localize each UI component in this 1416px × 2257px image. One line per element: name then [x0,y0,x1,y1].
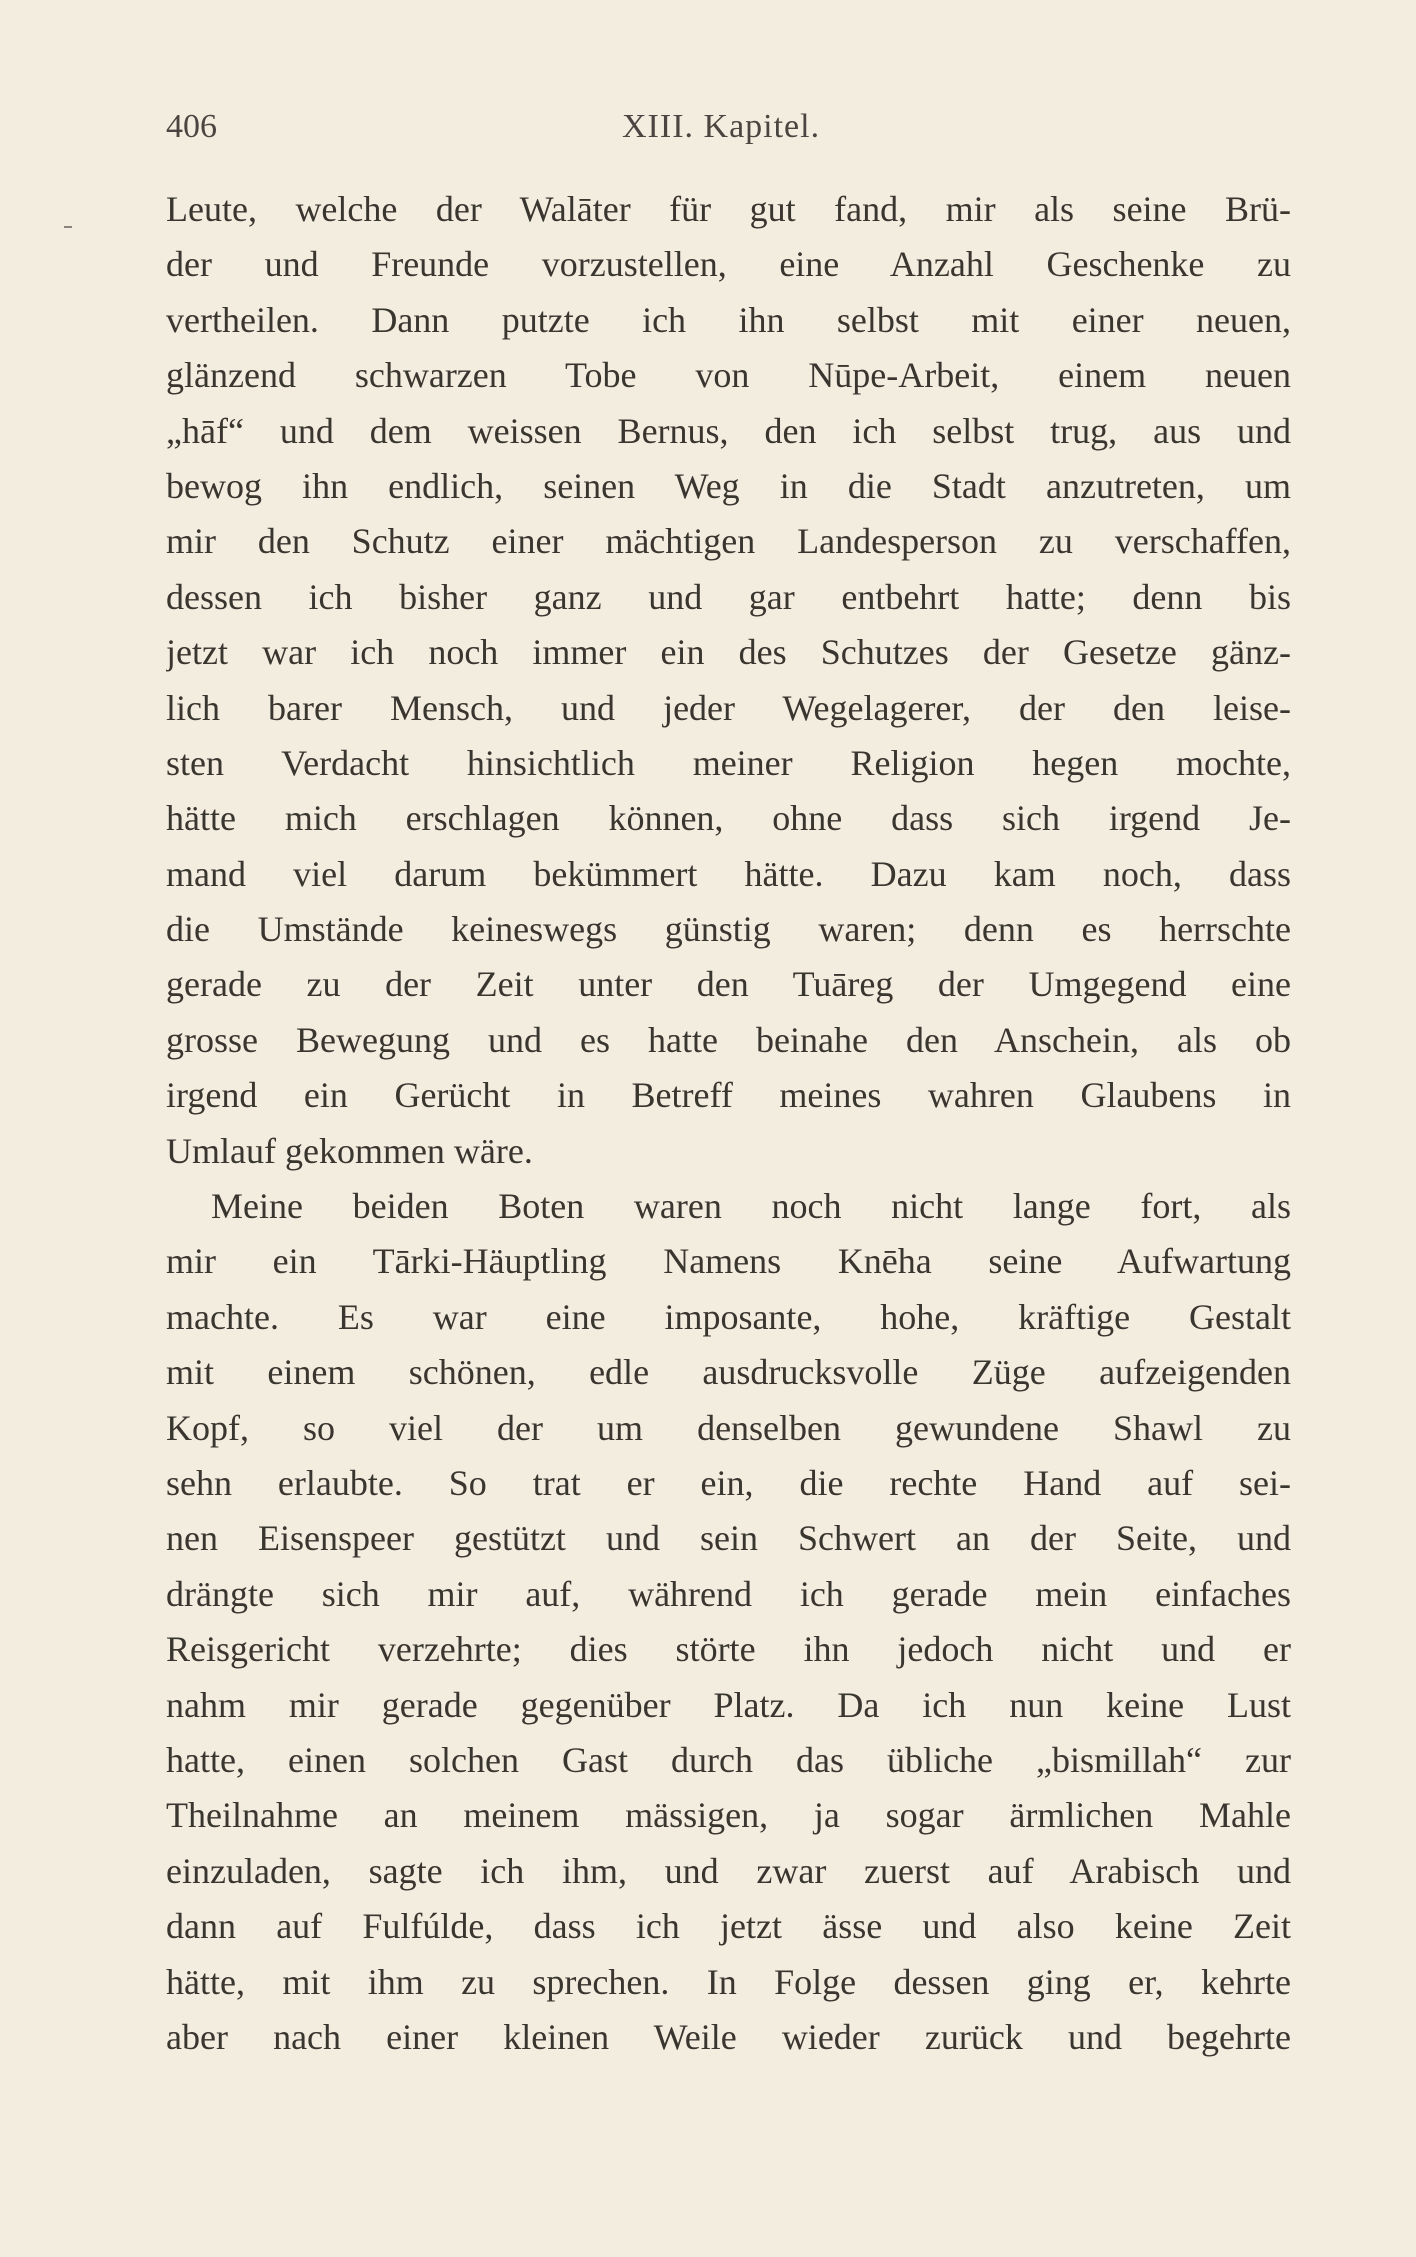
text-line: hatte, einen solchen Gast durch das übliche „bismillah“ zur [166,1739,1291,1780]
text-line: Theilnahme an meinem mässigen, ja sogar ärmlichen Mahle [166,1795,1291,1836]
text-line: einzuladen, sagte ich ihm, und zwar zuerst auf Arabisch und [166,1850,1291,1891]
text-line: vertheilen. Dann putzte ich ihn selbst mit einer neuen, [166,299,1291,340]
running-head: XIII. Kapitel. [622,108,821,145]
text-line: dessen ich bisher ganz und gar entbehrt hatte; denn bis [166,576,1291,617]
text-line: gerade zu der Zeit unter den Tuāreg der Umgegend eine [166,964,1291,1005]
text-line: aber nach einer kleinen Weile wieder zurück und begehrte [166,2016,1291,2057]
text-line: „hāf“ und dem weissen Bernus, den ich selbst trug, aus und [166,410,1291,451]
text-line: sehn erlaubte. So trat er ein, die rechte Hand auf sei- [166,1462,1291,1503]
text-line: Leute, welche der Walāter für gut fand, mir als seine Brü- [166,189,1291,229]
text-line: nen Eisenspeer gestützt und sein Schwert an der Seite, und [166,1518,1291,1559]
body-text [166,182,1291,2065]
text-line: hätte mich erschlagen können, ohne dass sich irgend Je- [166,798,1291,839]
text-line: Kopf, so viel der um denselben gewundene Shawl zu [166,1407,1291,1448]
text-line: Umlauf gekommen wäre. [166,1130,533,1171]
text-line: nahm mir gerade gegenüber Platz. Da ich nun keine Lust [166,1684,1291,1725]
text-line: machte. Es war eine imposante, hohe, kräftige Gestalt [166,1296,1291,1337]
text-line: glänzend schwarzen Tobe von Nūpe-Arbeit, einem neuen [166,355,1291,396]
text-line: mir den Schutz einer mächtigen Landesperson zu verschaffen, [166,521,1291,562]
text-line: jetzt war ich noch immer ein des Schutzes der Gesetze gänz- [166,632,1291,673]
page-number: 406 [166,108,217,145]
text-line: die Umstände keineswegs günstig waren; denn es herrschte [166,909,1291,950]
text-line: grosse Bewegung und es hatte beinahe den Anschein, als ob [166,1019,1291,1060]
text-line: drängte sich mir auf, während ich gerade mein einfaches [166,1573,1291,1614]
text-line: lich barer Mensch, und jeder Wegelagerer, der den leise- [166,687,1291,728]
text-line: irgend ein Gerücht in Betreff meines wahren Glaubens in [166,1075,1291,1116]
text-line: mand viel darum bekümmert hätte. Dazu kam noch, dass [166,853,1291,894]
text-line: Reisgericht verzehrte; dies störte ihn jedoch nicht und er [166,1629,1291,1670]
page-header [166,108,1291,156]
text-line: bewog ihn endlich, seinen Weg in die Stadt anzutreten, um [166,465,1291,506]
text-line: mir ein Tārki-Häuptling Namens Knēha seine Aufwartung [166,1241,1291,1282]
text-line: der und Freunde vorzustellen, eine Anzahl Geschenke zu [166,244,1291,285]
text-line: dann auf Fulfúlde, dass ich jetzt ässe und also keine Zeit [166,1906,1291,1947]
text-line: hätte, mit ihm zu sprechen. In Folge dessen ging er, kehrte [166,1961,1291,2002]
text-line: sten Verdacht hinsichtlich meiner Religion hegen mochte, [166,742,1291,783]
text-line: Meine beiden Boten waren noch nicht lange fort, als [211,1186,1291,1227]
text-line: mit einem schönen, edle ausdrucksvolle Züge aufzeigenden [166,1352,1291,1393]
margin-mark [64,226,72,228]
